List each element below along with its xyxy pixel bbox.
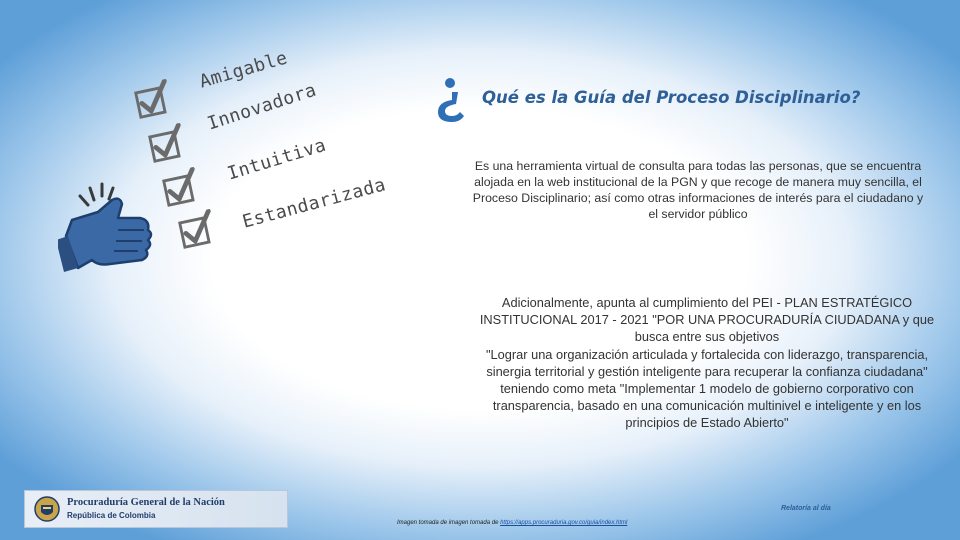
image-credit [397, 520, 627, 526]
word-intuitiva: Intuitiva [224, 134, 329, 185]
word-amigable: Amigable [197, 47, 291, 93]
checkbox-innovadora-icon [144, 122, 189, 167]
word-estandarizada: Estandarizada [240, 174, 389, 233]
tagline: Relatoría al día [781, 505, 831, 512]
image-credit-link[interactable]: https://apps.procuraduria.gov.co/guia/index.html [500, 520, 628, 526]
procuraduria-logo [24, 490, 288, 528]
question-mark-icon [430, 76, 470, 124]
objectives-intro: Adicionalmente, apunta al cumplimiento del PEI - PLAN ESTRATÉGICO INSTITUCIONAL 2017 - 2021 "POR UNA PROCURADURÍA CIUDADANA y que busca entre sus objetivos [479, 295, 935, 345]
checkbox-intuitiva-icon [158, 166, 203, 211]
checkbox-amigable-icon [130, 78, 175, 123]
word-innovadora: Innovadora [204, 79, 320, 135]
description-paragraph: Es una herramienta virtual de consulta para todas las personas, que se encuentra alojada en la web institucional de la PGN y que recoge de manera muy sencilla, el Proceso Disciplinario; así como otras informaciones de interés para el ciudadano y el servidor público [472, 159, 924, 221]
image-credit-prefix: Imagen tomada de imagen tomada de [397, 520, 499, 526]
checkbox-estandarizada-icon [174, 208, 219, 253]
objectives-quote: "Lograr una organización articulada y fortalecida con liderazgo, transparencia, sinergia territorial y gestión inteligente para recuperar la confianza ciudadana" teniendo como meta "Implementar 1 modelo de gobierno corporativo con transparencia, basado en una comunicación multinivel e inteligente y en los principios de Estado Abierto" [485, 346, 929, 431]
coat-of-arms-icon [33, 495, 61, 523]
page-title: Qué es la Guía del Proceso Disciplinario? [482, 88, 861, 107]
thumbs-up-icon [58, 178, 158, 278]
objectives-paragraph [472, 294, 942, 432]
logo-subtitle: República de Colombia [67, 511, 156, 520]
logo-title: Procuraduría General de la Nación [67, 497, 225, 508]
